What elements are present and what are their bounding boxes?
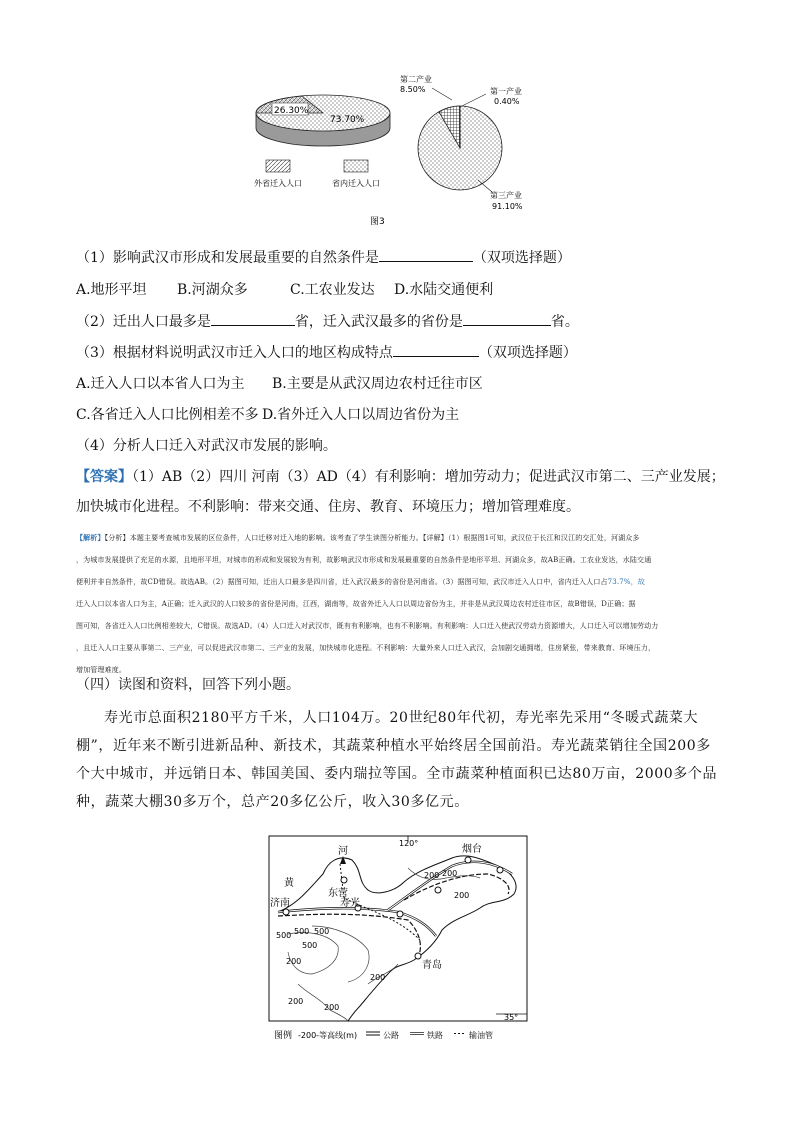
- right-pie-label-tertiary: 第三产业: [490, 191, 522, 200]
- section-4-title-text: （四）读图和资料，回答下列小题。: [76, 677, 300, 693]
- contour-label: 500: [276, 931, 292, 940]
- q3-text: （3）根据材料说明武汉市迁入人口的地区构成特点: [76, 345, 393, 361]
- q1-option-b[interactable]: B.河湖众多: [177, 282, 248, 298]
- shandong-map-svg: [268, 834, 530, 1044]
- right-pie: [400, 74, 523, 211]
- q3-option-b[interactable]: B.主要是从武汉周边农村迁往市区: [272, 376, 483, 392]
- q1-stem: [76, 249, 571, 267]
- map-legend: [274, 1029, 493, 1041]
- contour-label: 200: [324, 1003, 340, 1012]
- q4-text: （4）分析人口迁入对武汉市发展的影响。: [76, 438, 337, 454]
- q3-option-c[interactable]: C.各省迁入人口比例相差不多: [76, 407, 259, 423]
- analysis-line-5: 图可知，各省迁入人口比例相差较大，C错误。故选AD。（4）人口迁入对武汉市，既有有利影响，也有不利影响。有利影响：人口迁入使武汉劳动力资源增大，人口迁入可以增加劳动力: [76, 622, 659, 630]
- legend-railway: 铁路: [427, 1031, 443, 1040]
- figure-3-caption: 图3: [370, 217, 385, 227]
- analysis-line-6: ，且迁入人口主要从事第二、三产业，可以促进武汉市第二、三产业的发展，加快城市化进程。不利影响：大量外来人口迁入武汉，会加剧交通拥堵，住房紧张，带来教育、环境压力，: [76, 644, 656, 652]
- right-pie-value-secondary: 8.50%: [400, 85, 426, 94]
- q1-text: （1）影响武汉市形成和发展最重要的自然条件是: [76, 250, 379, 266]
- contour-label: 500: [302, 941, 318, 950]
- legend-contour: -200-等高线(m): [298, 1031, 358, 1040]
- q3-options-row2: [76, 406, 459, 424]
- q1-option-c[interactable]: C.工农业发达: [290, 282, 375, 298]
- analysis-line-2: ，为城市发展提供了充足的水源，且地形平坦，对城市的形成和发展较为有利，故影响武汉市形成和发展最重要的自然条件是地形平坦、河湖众多，故AB正确。工农业发达，水陆交通: [76, 556, 652, 564]
- contour-label: 200: [370, 973, 386, 982]
- q2-part3: 省。: [550, 314, 579, 330]
- q2-part2: 省，迁入武汉最多的省份是: [294, 314, 463, 330]
- analysis-tag: 【解析】: [76, 533, 105, 542]
- city-marker-jinan: [283, 909, 289, 915]
- left-pie-label-2: 73.70%: [330, 115, 365, 125]
- legend-road: 公路: [383, 1031, 399, 1040]
- q2-blank-1[interactable]: [211, 313, 295, 326]
- meridian-label: 120°: [399, 839, 419, 848]
- legend-title: 图例: [274, 1031, 293, 1041]
- right-pie-label-primary: 第一产业: [490, 87, 522, 96]
- city-marker-dongying: [341, 877, 347, 883]
- place-huang: 黄: [284, 878, 294, 889]
- right-pie-label-secondary: 第二产业: [400, 75, 432, 84]
- contour-label: 200: [288, 997, 304, 1006]
- place-yantai: 烟台: [462, 844, 482, 855]
- analysis-block: [76, 527, 724, 681]
- analysis-line-1: 【分析】本题主要考查城市发展的区位条件，人口迁移对迁入地的影响。该考查了学生读图分析能力。【详解】（1）根据图1可知，武汉位于长江和汉江的交汇处，河湖众多: [104, 534, 640, 542]
- city-marker-qingdao: [415, 953, 421, 959]
- q3-options-row1: [76, 375, 483, 393]
- section-4-title: [76, 676, 300, 694]
- legend-swatch-out-province: [266, 160, 290, 172]
- q3-option-d[interactable]: D.省外迁入人口以周边省份为主: [262, 407, 460, 423]
- parallel-label: 35°: [504, 1013, 519, 1022]
- q1-answer-blank[interactable]: [379, 249, 473, 262]
- answer-tag: 【答案】: [76, 469, 132, 485]
- q3-suffix: （双项选择题）: [478, 345, 577, 361]
- contour-label: 500: [294, 927, 310, 936]
- contour-label: 200: [442, 869, 458, 878]
- place-dongying: 东营: [328, 888, 348, 899]
- left-pie: [254, 95, 390, 188]
- place-shouguang: 寿光: [340, 898, 360, 909]
- contour-label: 200: [424, 871, 440, 880]
- answer-line-2: 加快城市化进程。不利影响：带来交通、住房、教育、环境压力；增加管理难度。: [76, 499, 580, 515]
- q1-suffix: （双项选择题）: [472, 250, 571, 266]
- legend-swatch-in-province: [344, 160, 368, 172]
- answer-line-1: （1）AB（2）四川 河南（3）AD（4）有利影响：增加劳动力；促进武汉市第二、三产业发展；: [132, 469, 725, 485]
- q1-options: [76, 281, 493, 299]
- q2-part1: （2）迁出人口最多是: [76, 314, 211, 330]
- q3-stem: [76, 344, 577, 362]
- q1-option-a[interactable]: A.地形平坦: [76, 282, 147, 298]
- right-pie-value-tertiary: 91.10%: [492, 202, 523, 211]
- analysis-line-4: 迁入人口以本省人口为主，A正确；迁入武汉的人口较多的省份是河南，江西，湖南等，故省外迁入人口以周边省份为主，并非是从武汉周边农村迁往市区，故B错误，D正确；据: [76, 600, 636, 608]
- legend-label-out-province: 外省迁入人口: [254, 179, 302, 188]
- analysis-line-7: 增加管理难度。: [76, 666, 127, 674]
- place-he: 河: [338, 846, 348, 857]
- analysis-highlight: 73.7%，故: [607, 578, 645, 586]
- contour-label: 200: [454, 891, 470, 900]
- right-pie-value-primary: 0.40%: [494, 97, 520, 106]
- answer-block: [76, 465, 726, 519]
- place-qingdao: 青岛: [422, 960, 442, 971]
- figure-3: [240, 70, 560, 230]
- q2-stem: [76, 313, 579, 331]
- legend-pipeline: 输油管: [469, 1031, 493, 1040]
- q1-option-d[interactable]: D.水陆交通便利: [394, 282, 494, 298]
- q3-answer-blank[interactable]: [393, 344, 479, 357]
- place-jinan: 济南: [270, 898, 290, 909]
- section-4-paragraph: 寿光市总面积2180平方千米，人口104万。20世纪80年代初，寿光率先采用“冬暖式蔬菜大棚”，近年来不断引进新品种、新技术，其蔬菜种植水平始终居全国前沿。寿光蔬菜销往全国200多个大中城市，并远销日本、韩国美国、委内瑞拉等国。全市蔬菜种植面积已达80万亩，2000多个品种，蔬菜大棚30多万个，总产20多亿公斤，收入30多亿元。: [76, 710, 718, 810]
- city-marker-yantai: [465, 857, 471, 863]
- q3-option-a[interactable]: A.迁入人口以本省人口为主: [76, 376, 245, 392]
- analysis-line-3: 便利并非自然条件，故CD错误。故选AB。（2）据图可知，迁出人口最多是四川省，迁入武汉最多的省份是河南省。（3）据图可知，武汉市迁入人口中，省内迁入人口占: [76, 578, 608, 586]
- shandong-map: [268, 834, 530, 1044]
- q2-blank-2[interactable]: [463, 313, 551, 326]
- contour-label: 200: [286, 957, 302, 966]
- q4-stem: [76, 437, 337, 455]
- figure-3-svg: [240, 70, 560, 230]
- legend-label-in-province: 省内迁入人口: [332, 179, 380, 188]
- contour-label: 500: [314, 927, 330, 936]
- left-pie-label-1: 26.30%: [274, 106, 309, 116]
